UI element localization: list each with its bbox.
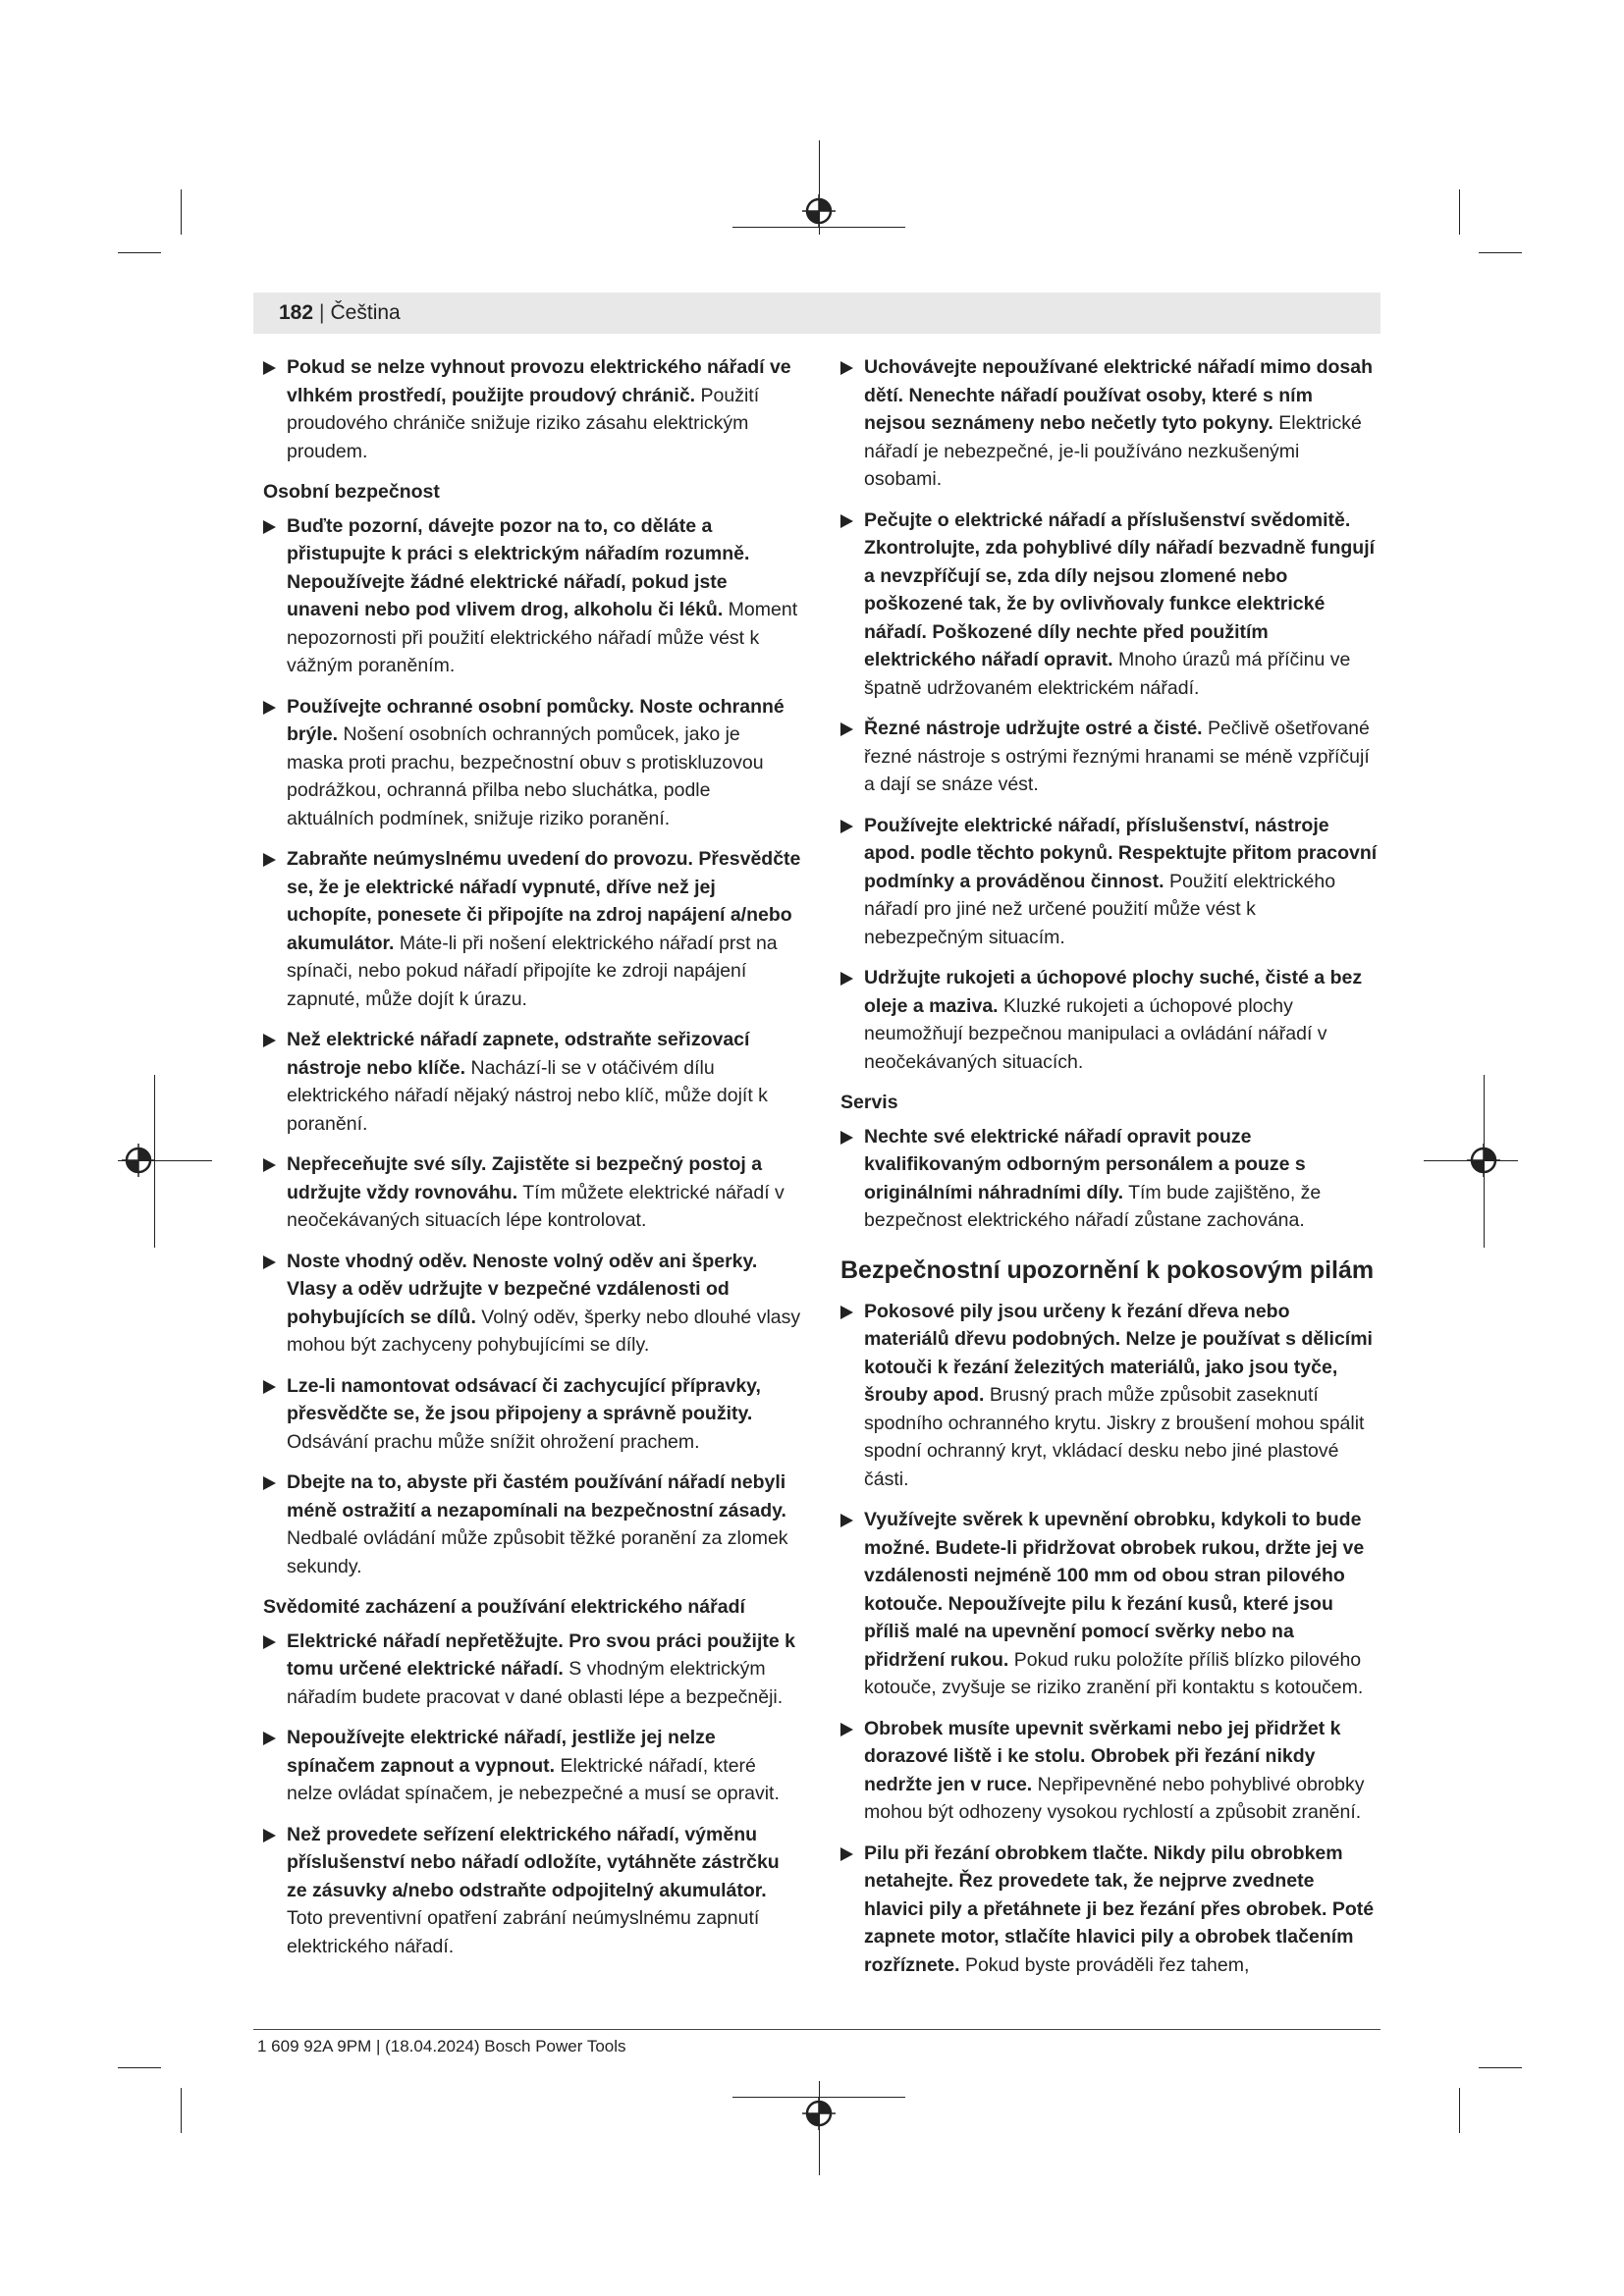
registration-mark-icon <box>1467 1144 1500 1177</box>
instruction-bold: Noste vhodný oděv. Nenoste volný oděv ani šperky. Vlasy a oděv udržujte v bezpečné vzdálenosti od pohybujících se dílů. <box>287 1250 758 1328</box>
footer-divider <box>253 2029 1380 2030</box>
right-column <box>840 353 1379 1992</box>
bullet-arrow-icon <box>840 361 853 375</box>
instruction-bold: Nepoužívejte elektrické nářadí, jestliže jej nelze spínačem zapnout a vypnout. <box>287 1727 716 1777</box>
bullet-arrow-icon <box>263 1829 276 1842</box>
list-item <box>263 1150 801 1235</box>
instruction-explanation: Nachází-li se v otáčivém dílu elektrického nářadí nějaký nástroj nebo klíč, může dojít k poranění. <box>287 1056 768 1135</box>
instruction-explanation: Brusný prach může způsobit zaseknutí spodního ochranného krytu. Jiskry z broušení mohou spálit spodní ochranný kryt, vkládací desku nebo jiné plastové části. <box>864 1384 1365 1490</box>
crop-mark <box>1479 252 1522 253</box>
bullet-arrow-icon <box>263 1034 276 1047</box>
bullet-arrow-icon <box>840 722 853 736</box>
page-header <box>253 293 1380 334</box>
list-item <box>263 512 801 680</box>
crop-mark <box>1459 2088 1460 2133</box>
list-tool-care <box>263 1628 801 1961</box>
instruction-explanation: Nepřipevněné nebo pohyblivé obrobky mohou být odhozeny vysokou rychlostí a způsobit zranění. <box>864 1773 1365 1823</box>
instruction-bold: Využívejte svěrek k upevnění obrobku, kdykoli to bude možné. Budete-li přidržovat obrobek rukou, držte jej ve vzdálenosti nejméně 100 mm od obou stran pilového kotouče. Nepoužívejte pilu k řezání kusů, které jsou příliš malé na upevnění pomocí svěrky nebo na přidržení rukou. <box>864 1509 1365 1671</box>
instruction-bold: Než elektrické nářadí zapnete, odstraňte seřizovací nástroje nebo klíče. <box>287 1029 750 1079</box>
heading-miter-saw-safety: Bezpečnostní upozornění k pokosovým pilám <box>840 1255 1375 1284</box>
instruction-explanation: Volný oděv, šperky nebo dlouhé vlasy mohou být zachyceny pohybujícími se díly. <box>287 1306 801 1356</box>
list-item <box>840 1840 1379 1980</box>
instruction-explanation: Použití elektrického nářadí pro jiné než určené použití může vést k nebezpečným situacím. <box>864 870 1336 948</box>
instruction-bold: Nepřeceňujte své síly. Zajistěte si bezpečný postoj a udržujte vždy rovnováhu. <box>287 1153 763 1203</box>
instruction-bold: Než provedete seřízení elektrického nářadí, výměnu příslušenství nebo nářadí odložíte, vytáhněte zástrčku ze zásuvky a/nebo odstraňte odpojitelný akumulátor. <box>287 1823 780 1901</box>
heading-service: Servis <box>840 1092 898 1113</box>
list-item <box>263 353 801 465</box>
instruction-explanation: Moment nepozornosti při použití elektrického nářadí může vést k vážným poraněním. <box>287 599 798 676</box>
instruction-bold: Elektrické nářadí nepřetěžujte. Pro svou práci použijte k tomu určené elektrické nářadí. <box>287 1629 795 1680</box>
instruction-explanation: Elektrické nářadí je nebezpečné, je-li používáno nezkušenými osobami. <box>864 412 1362 490</box>
instruction-bold: Obrobek musíte upevnit svěrkami nebo jej přidržet k dorazové liště i ke stolu. Obrobek při řezání nikdy nedržte jen v ruce. <box>864 1717 1341 1795</box>
bullet-arrow-icon <box>840 1847 853 1861</box>
bullet-arrow-icon <box>263 1732 276 1745</box>
instruction-bold: Pilu při řezání obrobkem tlačte. Nikdy pilu obrobkem netahejte. Řez provedete tak, že nejprve zvednete hlavici pily a přetáhnete ji bez řezání přes obrobek. Poté zapnete motor, stlačíte hlavici pily a obrobek tlačením rozříznete. <box>864 1842 1375 1976</box>
bullet-arrow-icon <box>263 1255 276 1269</box>
instruction-bold: Udržujte rukojeti a úchopové plochy suché, čisté a bez oleje a maziva. <box>864 967 1363 1017</box>
list-item <box>840 964 1379 1076</box>
list-item <box>840 507 1379 703</box>
crop-mark <box>1459 189 1460 235</box>
bullet-arrow-icon <box>840 514 853 528</box>
instruction-explanation: Pečlivě ošetřované řezné nástroje s ostrými řeznými hranami se méně vzpříčují a dají se snáze vést. <box>864 718 1370 795</box>
list-intro <box>263 353 801 465</box>
bullet-arrow-icon <box>840 1131 853 1145</box>
instruction-bold: Pečujte o elektrické nářadí a příslušenství svědomitě. Zkontrolujte, zda pohyblivé díly nářadí bezvadně fungují a nevzpříčují se, zda díly nejsou zlomené nebo poškozené tak, že by ovlivňovaly funkce elektrické nářadí. Poškozené díly nechte před použitím elektrického nářadí opravit. <box>864 508 1376 670</box>
heading-personal-safety: Osobní bezpečnost <box>263 481 440 503</box>
registration-mark-icon <box>122 1144 155 1177</box>
crop-mark <box>181 189 182 235</box>
registration-mark-icon <box>802 2097 836 2130</box>
footer-text: 1 609 92A 9PM | (18.04.2024) Bosch Power Tools <box>257 2037 626 2056</box>
crop-mark <box>181 2088 182 2133</box>
instruction-bold: Uchovávejte nepoužívané elektrické nářadí mimo dosah dětí. Nenechte nářadí používat osoby, které s ním nejsou seznámeny nebo nečetly tyto pokyny. <box>864 356 1374 434</box>
instruction-explanation: Kluzké rukojeti a úchopové plochy neumožňují bezpečnou manipulaci a ovládání nářadí v neočekávaných situacích. <box>864 994 1327 1073</box>
bullet-arrow-icon <box>840 1306 853 1319</box>
bullet-arrow-icon <box>263 1635 276 1649</box>
bullet-arrow-icon <box>840 972 853 986</box>
list-tool-care-continued <box>840 353 1379 1076</box>
crop-mark <box>118 252 161 253</box>
bullet-arrow-icon <box>263 361 276 375</box>
page-number: 182 <box>279 301 314 324</box>
list-item <box>263 845 801 1013</box>
registration-mark-icon <box>802 194 836 228</box>
instruction-explanation: Pokud ruku položíte příliš blízko pilového kotouče, zvyšuje se riziko zranění při kontaktu s kotoučem. <box>864 1648 1364 1698</box>
bullet-arrow-icon <box>263 1380 276 1394</box>
heading-tool-care: Svědomité zacházení a používání elektrického nářadí <box>263 1596 745 1618</box>
instruction-explanation: Mnoho úrazů má příčinu ve špatně udržovaném elektrickém nářadí. <box>864 649 1351 699</box>
list-item <box>263 1248 801 1360</box>
list-item <box>263 693 801 833</box>
bullet-arrow-icon <box>840 820 853 833</box>
instruction-explanation: Elektrické nářadí, které nelze ovládat spínačem, je nebezpečné a musí se opravit. <box>287 1754 780 1804</box>
instruction-explanation: Použití proudového chrániče snižuje riziko zásahu elektrickým proudem. <box>287 384 760 462</box>
list-item <box>263 1026 801 1138</box>
instruction-explanation: Tím bude zajištěno, že bezpečnost elektrického nářadí zůstane zachována. <box>864 1181 1322 1231</box>
bullet-arrow-icon <box>263 701 276 715</box>
bullet-arrow-icon <box>263 1476 276 1490</box>
list-miter-saw-safety <box>840 1298 1379 1980</box>
list-personal-safety <box>263 512 801 1581</box>
instruction-explanation: Toto preventivní opatření zabrání neúmyslnému zapnutí elektrického nářadí. <box>287 1907 760 1957</box>
list-item <box>263 1468 801 1580</box>
left-column <box>263 353 801 1973</box>
header-separator: | <box>319 301 325 324</box>
list-item <box>840 1123 1379 1235</box>
crop-mark <box>1479 2067 1522 2068</box>
instruction-bold: Pokosové pily jsou určeny k řezání dřeva nebo materiálů dřevu podobných. Nelze je používat s dělicími kotouči k řezání železitých materiálů, jako jsou tyče, šrouby apod. <box>864 1300 1373 1406</box>
instruction-explanation: Odsávání prachu může snížit ohrožení prachem. <box>287 1430 700 1453</box>
instruction-bold: Řezné nástroje udržujte ostré a čisté. <box>864 718 1203 739</box>
crop-mark <box>118 2067 161 2068</box>
bullet-arrow-icon <box>263 853 276 867</box>
bullet-arrow-icon <box>263 520 276 534</box>
instruction-explanation: Pokud byste prováděli řez tahem, <box>964 1953 1250 1976</box>
instruction-explanation: Tím můžete elektrické nářadí v neočekávaných situacích lépe kontrolovat. <box>287 1181 785 1231</box>
bullet-arrow-icon <box>840 1723 853 1736</box>
header-language: Čeština <box>330 301 401 324</box>
list-item <box>840 812 1379 952</box>
instruction-explanation: Máte-li při nošení elektrického nářadí prst na spínači, nebo pokud nářadí připojíte ke zdroji napájení zapnuté, může dojít k úrazu. <box>287 932 778 1010</box>
instruction-bold: Pokud se nelze vyhnout provozu elektrického nářadí ve vlhkém prostředí, použijte proudový chránič. <box>287 356 791 406</box>
instruction-explanation: Nedbalé ovládání může způsobit těžké poranění za zlomek sekundy. <box>287 1527 788 1577</box>
instruction-bold: Používejte ochranné osobní pomůcky. Noste ochranné brýle. <box>287 695 785 745</box>
instruction-bold: Dbejte na to, abyste při častém používání nářadí nebyli méně ostražití a nezapomínali na bezpečnostní zásady. <box>287 1471 786 1522</box>
list-item <box>263 1821 801 1961</box>
instruction-explanation: Nošení osobních ochranných pomůcek, jako je maska proti prachu, bezpečnostní obuv s protiskluzovou podrážkou, ochranná přilba nebo sluchátka, podle aktuálních podmínek, snižuje riziko poranění. <box>287 723 764 829</box>
bullet-arrow-icon <box>840 1514 853 1527</box>
instruction-bold: Používejte elektrické nářadí, příslušenství, nástroje apod. podle těchto pokynů. Respektujte přitom pracovní podmínky a prováděnou činnost. <box>864 814 1378 892</box>
instruction-bold: Buďte pozorní, dávejte pozor na to, co děláte a přistupujte k práci s elektrickým nářadím rozumně. Nepoužívejte žádné elektrické nářadí, pokud jste unaveni nebo pod vlivem drog, alkoholu či léků. <box>287 514 750 620</box>
instruction-bold: Lze-li namontovat odsávací či zachycující přípravky, přesvědčte se, že jsou připojeny a správně použity. <box>287 1374 761 1424</box>
list-item <box>263 1372 801 1457</box>
instruction-bold: Zabraňte neúmyslnému uvedení do provozu. Přesvědčte se, že je elektrické nářadí vypnuté, dříve než jej uchopíte, ponesete či připojíte na zdroj napájení a/nebo akumulátor. <box>287 848 801 954</box>
list-item <box>840 1506 1379 1702</box>
instruction-bold: Nechte své elektrické nářadí opravit pouze kvalifikovaným odborným personálem a pouze s originálními náhradními díly. <box>864 1125 1306 1203</box>
instruction-explanation: S vhodným elektrickým nářadím budete pracovat v dané oblasti lépe a bezpečněji. <box>287 1658 784 1708</box>
list-item <box>263 1724 801 1808</box>
list-item <box>840 353 1379 494</box>
list-item <box>263 1628 801 1712</box>
bullet-arrow-icon <box>263 1158 276 1172</box>
list-item <box>840 1715 1379 1827</box>
list-service <box>840 1123 1379 1235</box>
list-item <box>840 1298 1379 1494</box>
list-item <box>840 715 1379 799</box>
